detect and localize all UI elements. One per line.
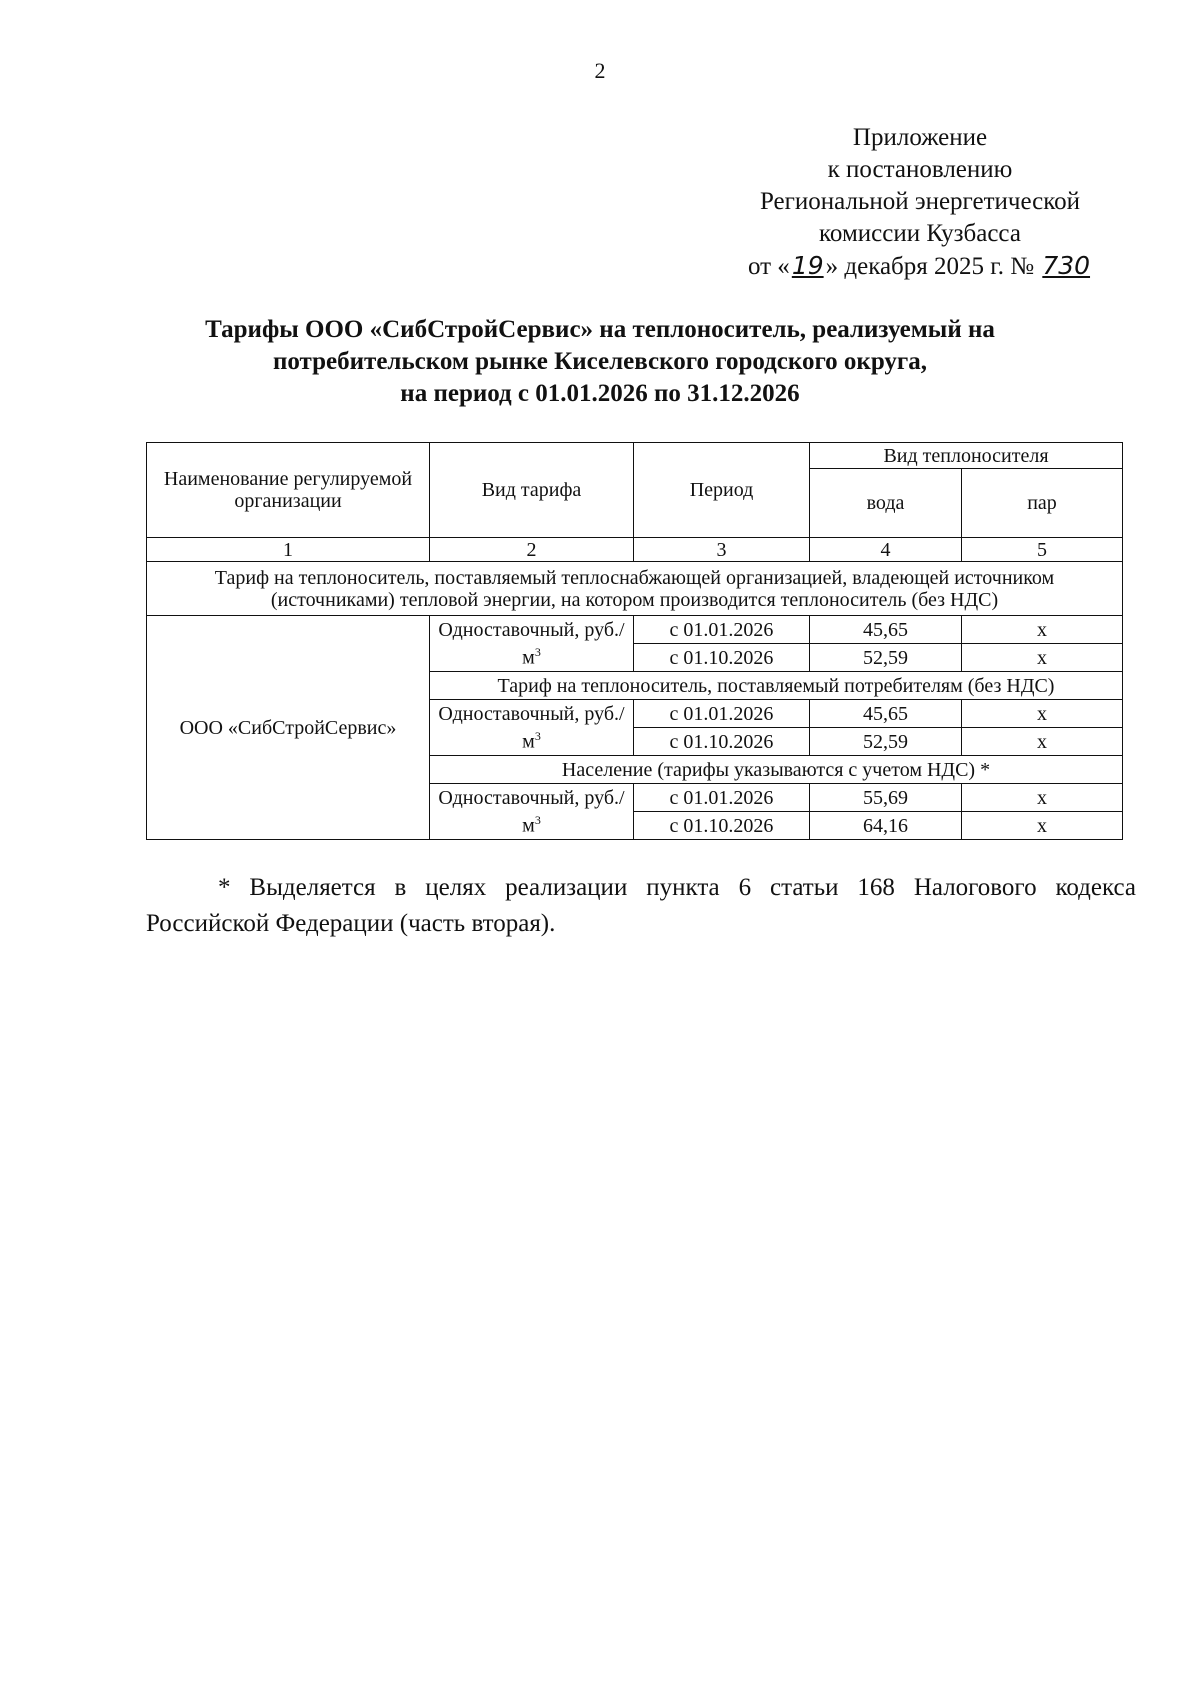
footnote: * Выделяется в целях реализации пункта 6 статьи 168 Налогового кодекса Российской Федерации (часть вторая).	[146, 874, 1136, 937]
column-number: 4	[810, 538, 962, 562]
unit-label: Одноставочный, руб./м	[438, 702, 625, 753]
section-heading: Тариф на теплоноситель, поставляемый теплоснабжающей организацией, владеющей источником (источниками) тепловой энергии, на котором производится теплоноситель (без НДС)	[147, 562, 1123, 616]
appendix-line-1: Приложение	[852, 124, 988, 151]
tariff-type-cell	[430, 616, 634, 672]
steam-value: х	[962, 728, 1123, 756]
section-heading: Население (тарифы указываются с учетом НДС) *	[430, 756, 1123, 784]
water-value: 45,65	[810, 700, 962, 728]
unit-power: 3	[534, 728, 541, 743]
organization-name: ООО «СибСтройСервис»	[147, 616, 430, 840]
steam-value: х	[962, 784, 1123, 812]
steam-value: х	[962, 616, 1123, 644]
appendix-line-3: Региональной энергетической	[759, 188, 1081, 215]
date-middle: » декабря 2025 г. №	[825, 253, 1035, 280]
period-cell: с 01.10.2026	[634, 812, 810, 840]
period-cell: с 01.01.2026	[634, 700, 810, 728]
column-number: 2	[430, 538, 634, 562]
title-line-1: Тарифы ООО «СибСтройСервис» на теплоноситель, реализуемый на	[205, 316, 995, 343]
water-value: 45,65	[810, 616, 962, 644]
column-number: 3	[634, 538, 810, 562]
header-coolant-type: Вид теплоносителя	[810, 443, 1123, 469]
tariff-type-cell	[430, 700, 634, 756]
document-title	[100, 314, 1100, 410]
appendix-date-line	[690, 250, 1150, 283]
title-line-2: потребительском рынке Киселевского городского округа,	[272, 348, 928, 375]
period-cell: с 01.01.2026	[634, 616, 810, 644]
period-cell: с 01.10.2026	[634, 644, 810, 672]
date-prefix: от «	[747, 253, 790, 280]
column-number: 1	[147, 538, 430, 562]
header-water: вода	[810, 469, 962, 538]
title-line-3: на период с 01.01.2026 по 31.12.2026	[400, 380, 800, 407]
page-number: 2	[594, 58, 606, 83]
unit-label: Одноставочный, руб./м	[438, 618, 625, 669]
tariff-table	[146, 442, 1123, 840]
period-cell: с 01.10.2026	[634, 728, 810, 756]
water-value: 52,59	[810, 728, 962, 756]
header-period: Период	[634, 443, 810, 538]
water-value: 64,16	[810, 812, 962, 840]
tariff-type-cell	[430, 784, 634, 840]
section-heading: Тариф на теплоноситель, поставляемый потребителям (без НДС)	[430, 672, 1123, 700]
column-number: 5	[962, 538, 1123, 562]
water-value: 55,69	[810, 784, 962, 812]
header-tariff-type: Вид тарифа	[430, 443, 634, 538]
steam-value: х	[962, 644, 1123, 672]
header-org: Наименование регулируемой организации	[147, 443, 430, 538]
water-value: 52,59	[810, 644, 962, 672]
handwritten-day: 19	[791, 251, 824, 280]
unit-power: 3	[534, 644, 541, 659]
header-steam: пар	[962, 469, 1123, 538]
appendix-line-2: к постановлению	[827, 156, 1013, 183]
steam-value: х	[962, 700, 1123, 728]
period-cell: с 01.01.2026	[634, 784, 810, 812]
unit-label: Одноставочный, руб./м	[438, 786, 625, 837]
appendix-line-4: комиссии Кузбасса	[819, 220, 1021, 247]
appendix-block	[690, 122, 1150, 283]
steam-value: х	[962, 812, 1123, 840]
handwritten-number: 730	[1042, 251, 1091, 280]
unit-power: 3	[534, 812, 541, 827]
